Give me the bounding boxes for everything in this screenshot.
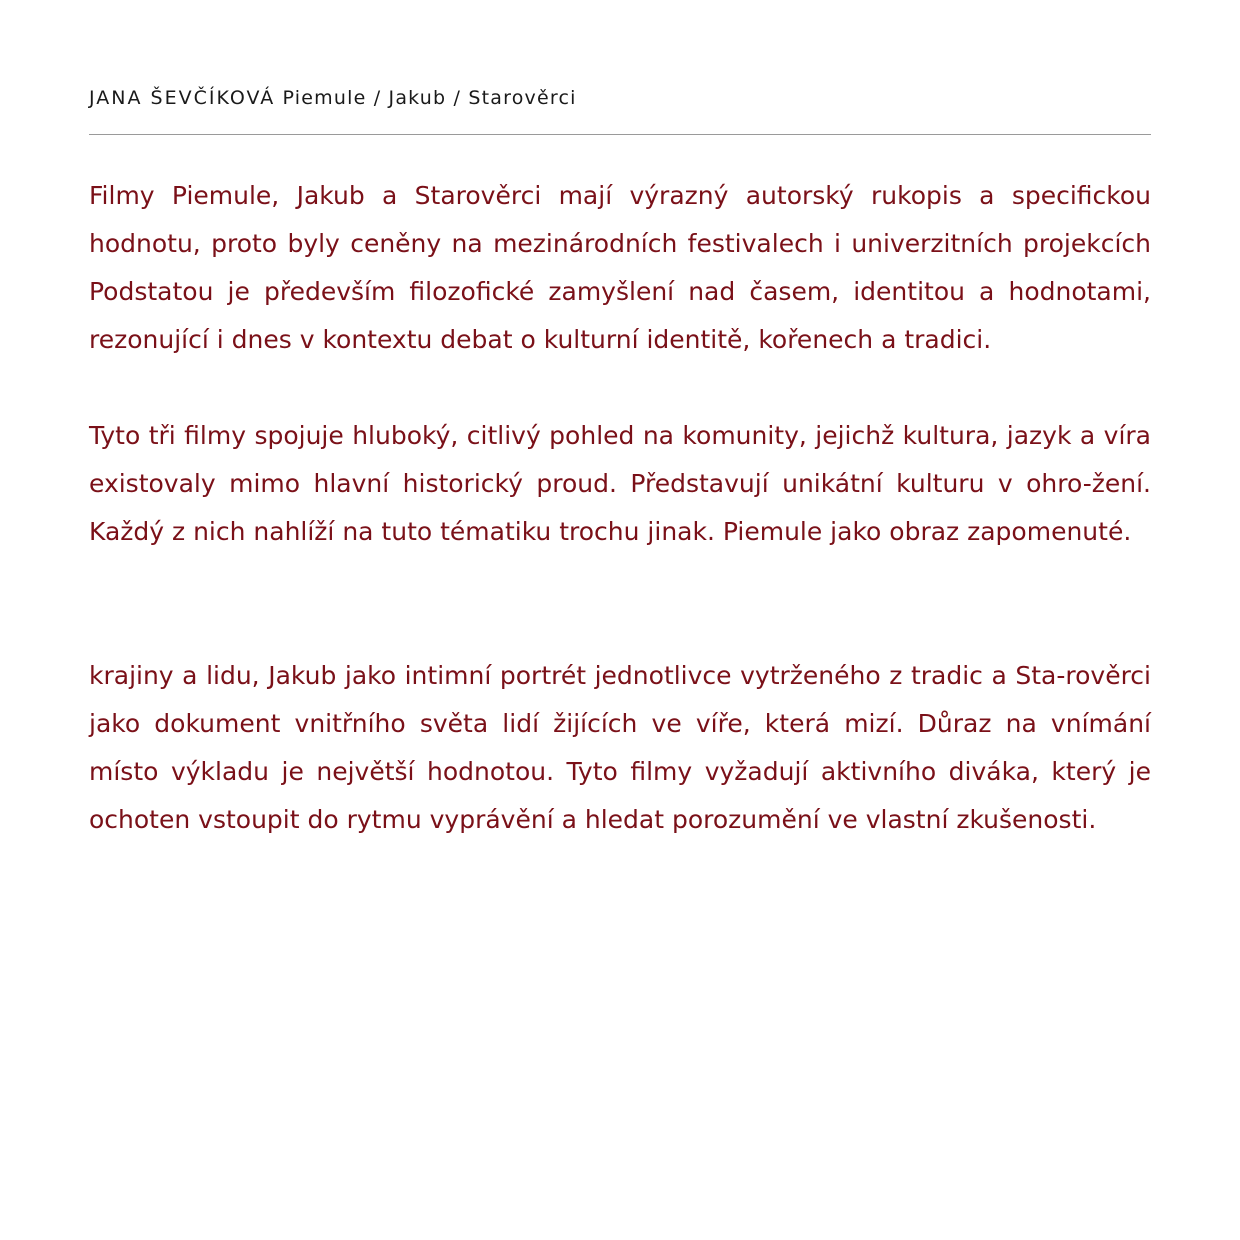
paragraph-2: Tyto tři filmy spojuje hluboký, citlivý pohled na komunity, jejichž kultura, jazyk a víra existovaly mimo hlavní historický proud. Představují unikátní kulturu v ohro-žení. Každý z nich nahlíží na tuto tématiku trochu jinak. Piemule jako obraz zapomenuté. bbox=[89, 421, 1151, 546]
page-header bbox=[89, 86, 1151, 110]
document-page bbox=[89, 0, 1151, 1240]
author-name: JANA ŠEVČÍKOVÁ bbox=[89, 87, 276, 109]
header-divider bbox=[89, 134, 1151, 135]
paragraph-1: Filmy Piemule, Jakub a Starověrci mají výrazný autorský rukopis a specifickou hodnotu, proto byly ceněny na mezinárodních festivalech i univerzitních projekcích Podstatou je především filozofické zamyšlení nad časem, identitou a hodnotami, rezonující i dnes v kontextu debat o kulturní identitě, kořenech a tradici. bbox=[89, 181, 1151, 354]
film-titles: Piemule / Jakub / Starověrci bbox=[282, 87, 577, 109]
paragraph-3: krajiny a lidu, Jakub jako intimní portrét jednotlivce vytrženého z tradic a Sta-rověrci jako dokument vnitřního světa lidí žijících ve víře, která mizí. Důraz na vnímání místo výkladu je největší hodnotou. Tyto filmy vyžadují aktivního diváka, který je ochoten vstoupit do rytmu vyprávění a hledat porozumění ve vlastní zkušenosti. bbox=[89, 661, 1151, 834]
